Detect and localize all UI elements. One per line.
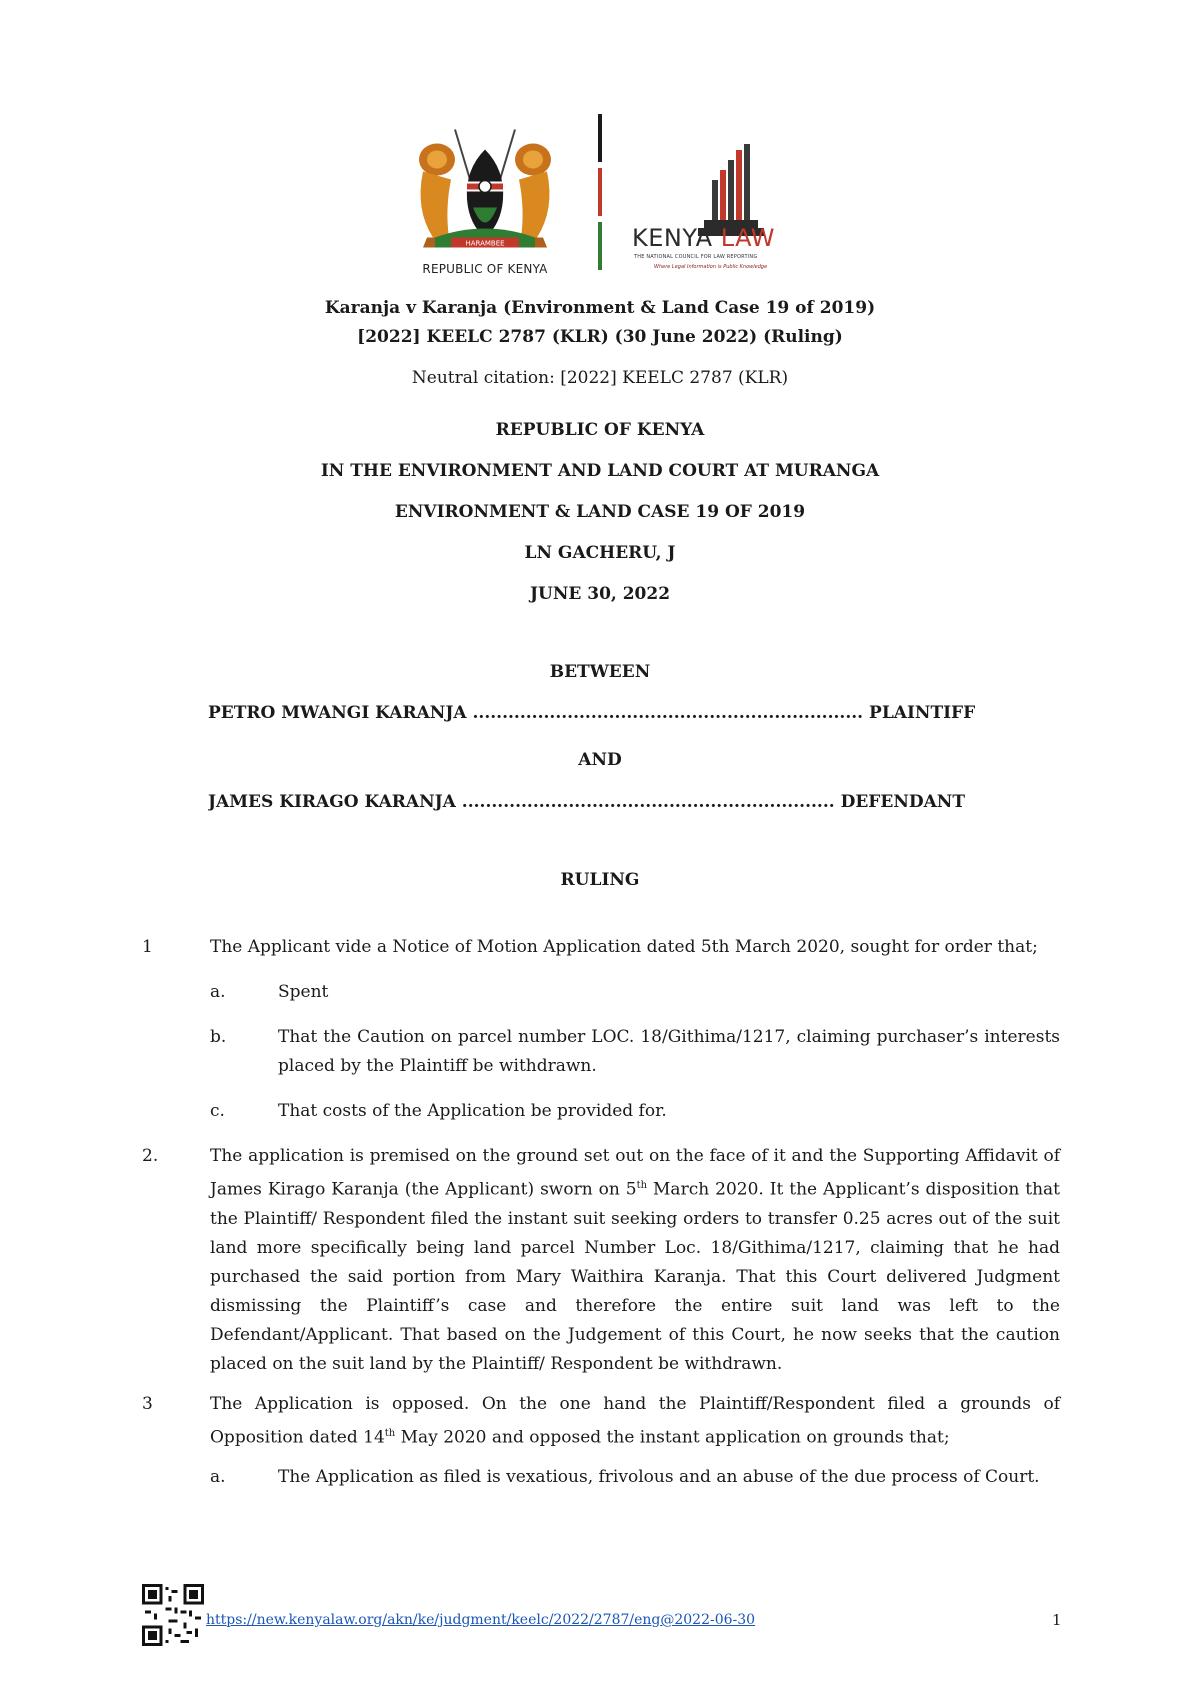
republic-heading: REPUBLIC OF KENYA xyxy=(495,420,705,440)
defendant-line xyxy=(208,792,998,812)
list-item-text: That the Caution on parcel number LOC. 18/Githima/1217, claiming purchaser’s interests placed by the Plaintiff be withdrawn. xyxy=(278,1027,1060,1076)
court-name: IN THE ENVIRONMENT AND LAND COURT AT MURANGA xyxy=(320,461,880,481)
neutral-citation: Neutral citation: [2022] KEELC 2787 (KLR) xyxy=(411,368,789,388)
kenya-law-name-part1: KENYA xyxy=(632,224,721,252)
defendant-dots: ............................................................... xyxy=(461,792,835,812)
coat-caption: REPUBLIC OF KENYA xyxy=(422,262,548,276)
coat-of-arms-logo xyxy=(405,112,565,277)
paragraph-text-part: March 2020. It the Applicant’s disposition that the Plaintiff/ Respondent filed the instant suit seeking orders to transfer 0.25 acres out of the suit land more specifically being land parcel Number Loc. 18/Githima/1217, claiming that he had purchased the said portion from Mary Waithira Karanja. That this Court delivered Judgment dismissing the Plaintiff’s case and therefore the entire suit land was left to the Defendant/Applicant. That based on the Judgement of this Court, he now seeks that the caution placed on the suit land by the Plaintiff/ Respondent be withdrawn. xyxy=(210,1179,1060,1374)
kenya-law-subtagline: Where Legal Information is Public Knowledge xyxy=(654,264,768,270)
header-logos xyxy=(0,112,1200,282)
flag-divider xyxy=(598,114,602,274)
paragraph-number: 2. xyxy=(142,1146,159,1166)
kenya-law-name xyxy=(632,224,792,252)
paragraph-number: 1 xyxy=(142,937,153,957)
case-number: ENVIRONMENT & LAND CASE 19 OF 2019 xyxy=(394,502,806,522)
list-item-label: c. xyxy=(210,1101,225,1121)
ruling-date: JUNE 30, 2022 xyxy=(529,584,671,604)
paragraph-number: 3 xyxy=(142,1394,153,1414)
paragraph-text xyxy=(210,1142,1060,1379)
list-item-label: a. xyxy=(210,1467,226,1487)
kenya-law-tagline: THE NATIONAL COUNCIL FOR LAW REPORTING xyxy=(634,254,758,260)
plaintiff-name: PETRO MWANGI KARANJA xyxy=(208,703,467,723)
paragraph-text-part: The Application is opposed. On the one hand the Plaintiff/Respondent filed a grounds of Opposition dated 14 xyxy=(210,1394,1060,1448)
judge-name: LN GACHERU, J xyxy=(524,543,676,563)
list-item-text: The Application as filed is vexatious, frivolous and an abuse of the due process of Court. xyxy=(278,1467,1040,1487)
list-item-text: Spent xyxy=(278,982,329,1002)
coat-motto: HARAMBEE xyxy=(465,239,505,248)
qr-code xyxy=(142,1584,204,1646)
paragraph-text-part: May 2020 and opposed the instant application on grounds that; xyxy=(395,1427,950,1448)
case-title-line2: [2022] KEELC 2787 (KLR) (30 June 2022) (Ruling) xyxy=(357,327,843,347)
plaintiff-dots: .................................................................. xyxy=(472,703,864,723)
ruling-heading: RULING xyxy=(560,870,640,890)
case-title-line1: Karanja v Karanja (Environment & Land Case 19 of 2019) xyxy=(324,298,876,318)
defendant-role: DEFENDANT xyxy=(840,792,965,812)
list-item-label: b. xyxy=(210,1027,227,1047)
paragraph-text-part: The application is premised on the ground set out on the face of it and the Supporting Affidavit of James Kirago Karanja (the Applicant) sworn on 5 xyxy=(210,1146,1060,1200)
page-number: 1 xyxy=(1052,1611,1062,1629)
plaintiff-role: PLAINTIFF xyxy=(869,703,976,723)
kenya-law-name-part2: LAW xyxy=(720,224,775,252)
superscript: th xyxy=(636,1180,648,1191)
paragraph-text xyxy=(210,1390,1060,1453)
and-label: AND xyxy=(578,750,622,770)
list-item-label: a. xyxy=(210,982,226,1002)
between-label: BETWEEN xyxy=(549,662,651,682)
list-item-text: That costs of the Application be provided for. xyxy=(278,1101,667,1121)
superscript: th xyxy=(384,1428,396,1439)
paragraph-text: The Applicant vide a Notice of Motion Application dated 5th March 2020, sought for order that; xyxy=(210,937,1038,957)
defendant-name: JAMES KIRAGO KARANJA xyxy=(208,792,456,812)
judgment-url-link[interactable]: https://new.kenyalaw.org/akn/ke/judgment/keelc/2022/2787/eng@2022-06-30 xyxy=(206,1612,756,1628)
plaintiff-line xyxy=(208,703,998,723)
